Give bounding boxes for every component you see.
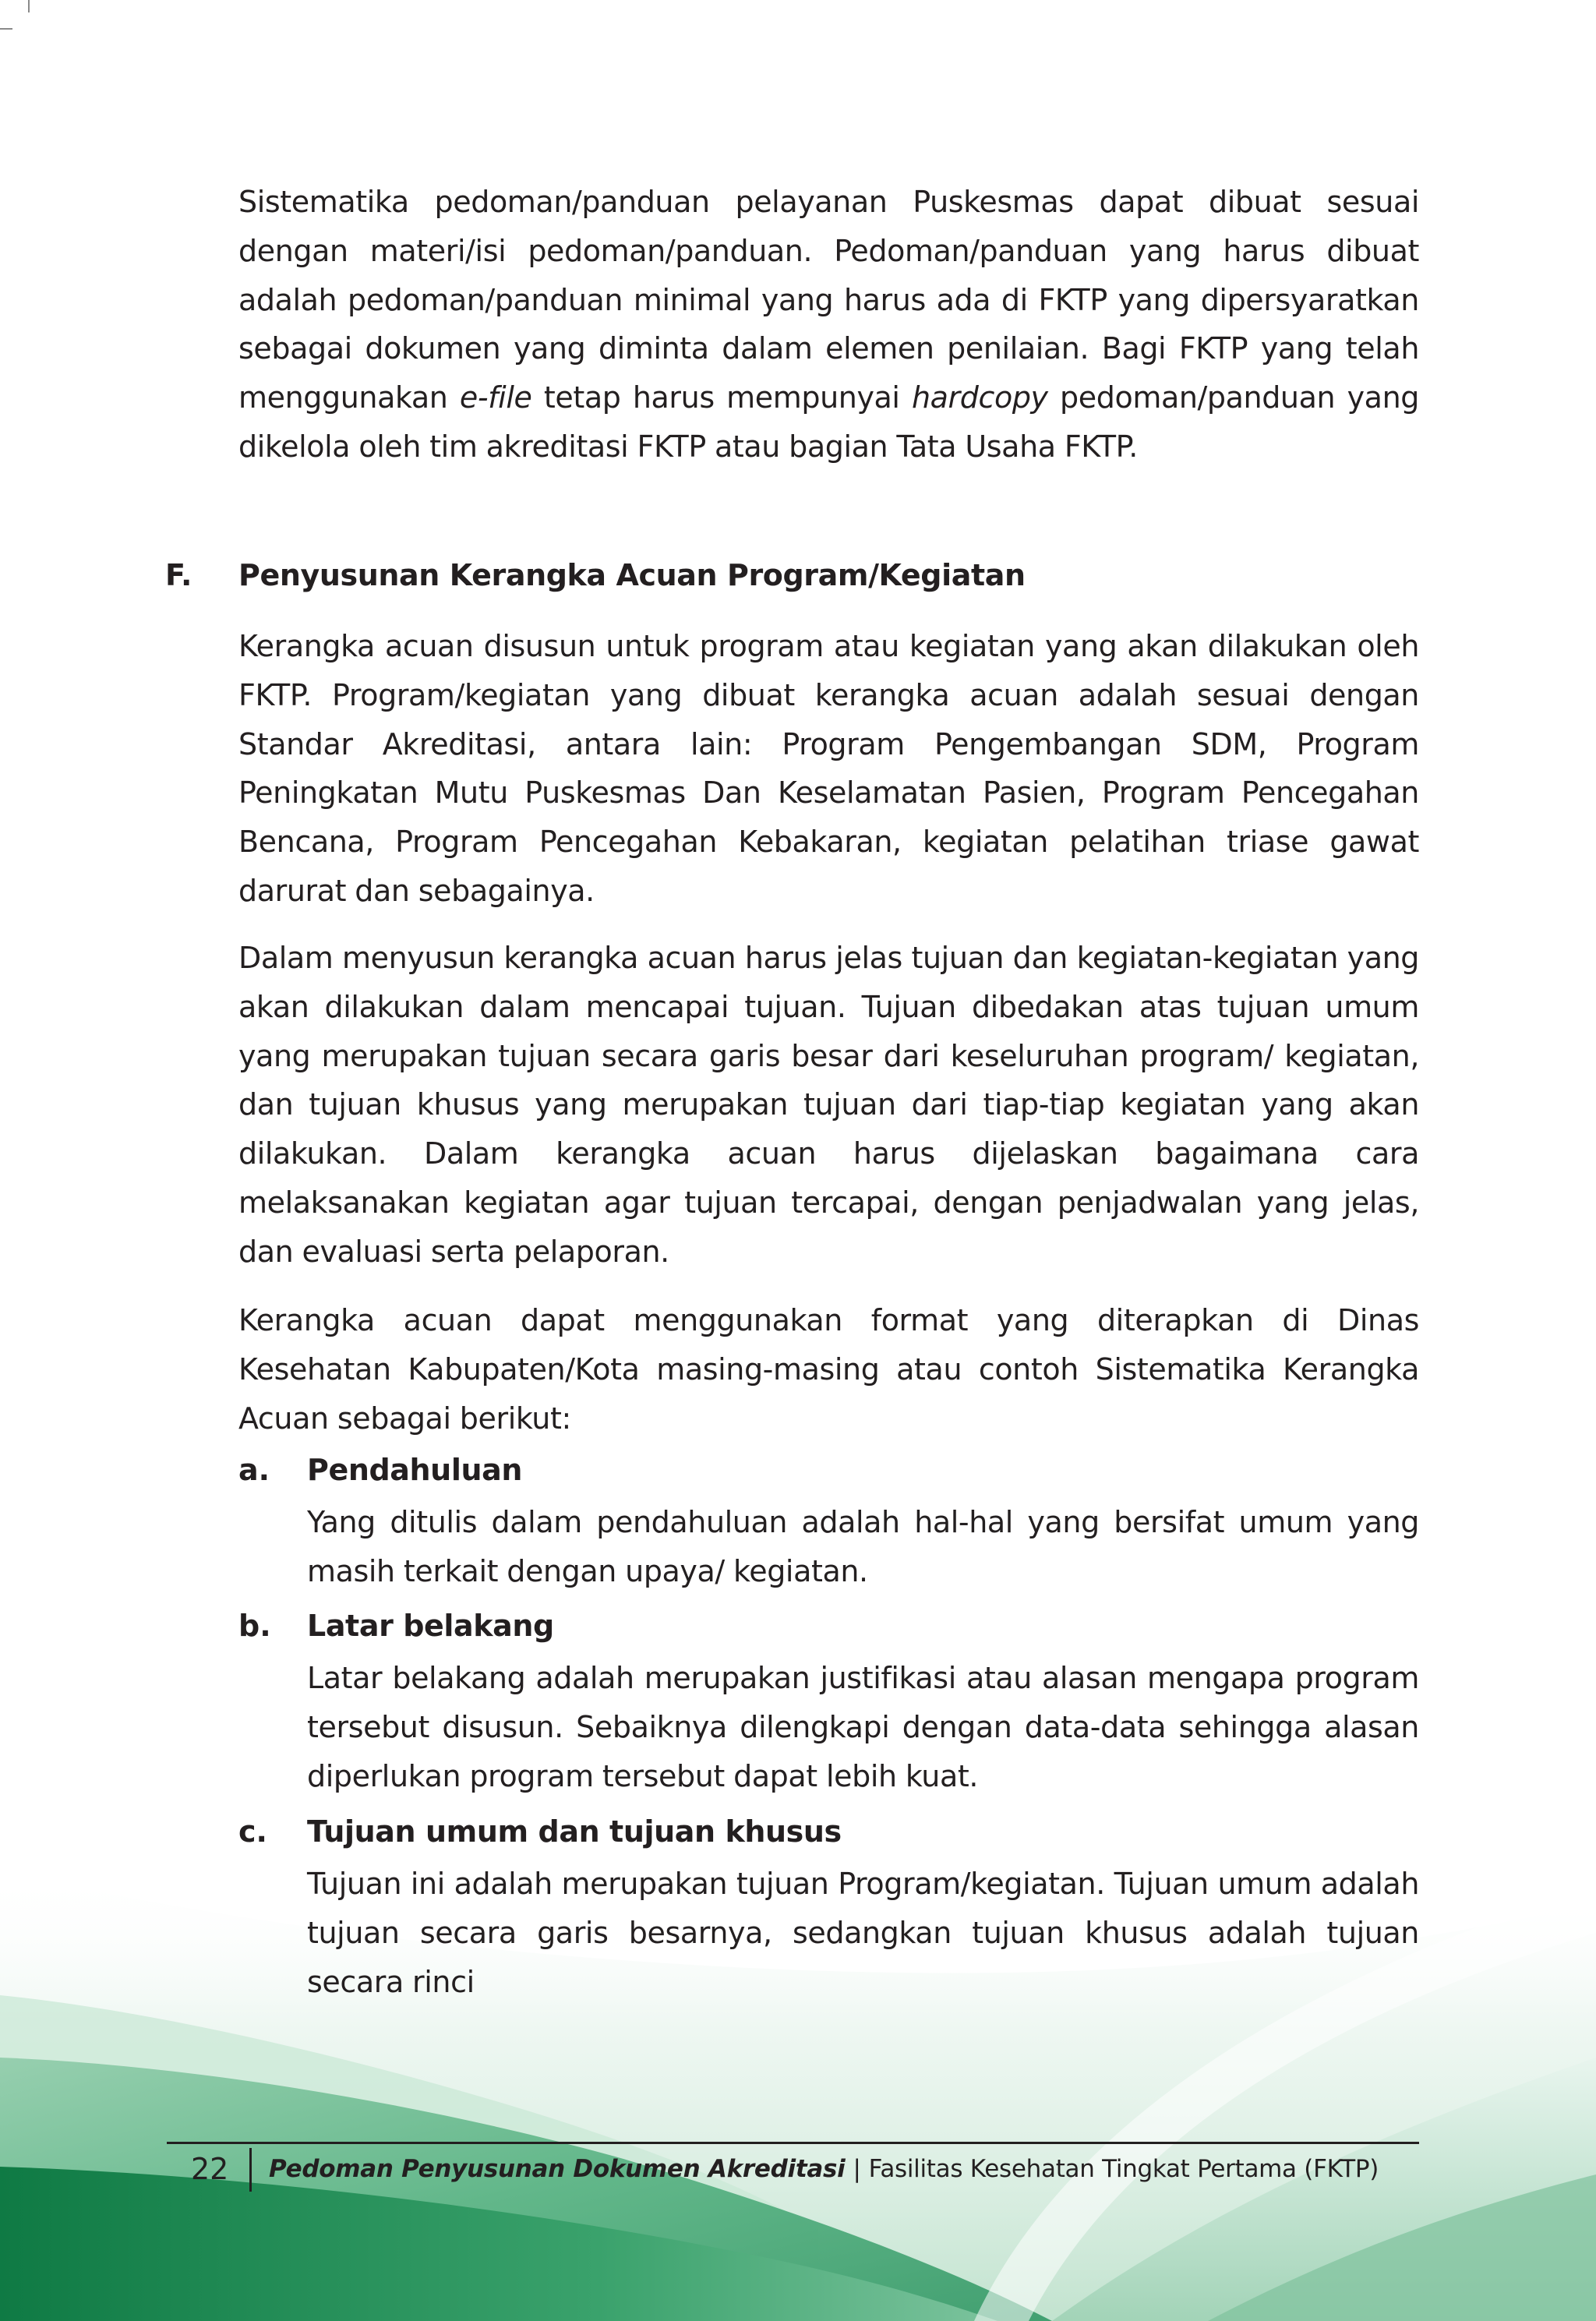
item-a-letter: a. bbox=[238, 1453, 270, 1487]
section-paragraph-2: Dalam menyusun kerangka acuan harus jelas tujuan dan kegiatan-kegiatan yang akan dilakukan dalam mencapai tujuan. Tujuan dibedakan atas tujuan umum yang merupakan tujuan secara garis besar dari keseluruhan program/ kegiatan, dan tujuan khusus yang merupakan tujuan dari tiap-tiap kegiatan yang akan dilakukan. Dalam kerangka acuan harus dijelaskan bagaimana cara melaksanakan kegiatan agar tujuan tercapai, dengan penjadwalan yang jelas, dan evaluasi serta pelaporan. bbox=[238, 941, 1419, 1269]
running-footer bbox=[269, 2155, 1379, 2183]
item-a-body: Yang ditulis dalam pendahuluan adalah hal-hal yang bersifat umum yang masih terkait dengan upaya/ kegiatan. bbox=[307, 1505, 1419, 1588]
intro-text-2: tetap harus mempunyai bbox=[531, 380, 912, 415]
footer-subtitle: Fasilitas Kesehatan Tingkat Pertama (FKTP) bbox=[868, 2155, 1379, 2183]
intro-text-3: pedoman/panduan yang dikelola oleh tim akreditasi FKTP atau bagian Tata Usaha FKTP. bbox=[238, 380, 1419, 464]
section-paragraph-3: Kerangka acuan dapat menggunakan format yang diterapkan di Dinas Kesehatan Kabupaten/Kota masing-masing atau contoh Sistematika Kerangka Acuan sebagai berikut: bbox=[238, 1303, 1419, 1436]
intro-hardcopy: hardcopy bbox=[911, 380, 1048, 415]
intro-efile: e-file bbox=[459, 380, 532, 415]
item-b-title: Latar belakang bbox=[307, 1609, 554, 1643]
item-c-letter: c. bbox=[238, 1814, 267, 1849]
item-b-body: Latar belakang adalah merupakan justifikasi atau alasan mengapa program tersebut disusun. Sebaiknya dilengkapi dengan data-data sehingga alasan diperlukan program tersebut dapat lebih kuat. bbox=[307, 1661, 1419, 1793]
intro-paragraph bbox=[238, 178, 1419, 472]
section-title: Penyusunan Kerangka Acuan Program/Kegiatan bbox=[238, 558, 1026, 592]
footer-separator: | bbox=[853, 2155, 861, 2183]
item-c-body: Tujuan ini adalah merupakan tujuan Program/kegiatan. Tujuan umum adalah tujuan secara garis besarnya, sedangkan tujuan khusus adalah tujuan secara rinci bbox=[307, 1867, 1419, 1999]
section-letter: F. bbox=[165, 558, 192, 592]
footer-book-title: Pedoman Penyusunan Dokumen Akreditasi bbox=[269, 2155, 846, 2183]
item-b-letter: b. bbox=[238, 1609, 271, 1643]
section-paragraph-1: Kerangka acuan disusun untuk program atau kegiatan yang akan dilakukan oleh FKTP. Program/kegiatan yang dibuat kerangka acuan adalah sesuai dengan Standar Akreditasi, antara lain: Program Pengembangan SDM, Program Peningkatan Mutu Puskesmas Dan Keselamatan Pasien, Program Pencegahan Bencana, Program Pencegahan Kebakaran, kegiatan pelatihan triase gawat darurat dan sebagainya. bbox=[238, 629, 1419, 908]
intro-text-1: Sistematika pedoman/panduan pelayanan Puskesmas dapat dibuat sesuai dengan materi/isi pedoman/panduan. Pedoman/panduan yang harus dibuat adalah pedoman/panduan minimal yang harus ada di FKTP yang dipersyaratkan sebagai dokumen yang diminta dalam elemen penilaian. Bagi FKTP yang telah menggunakan bbox=[238, 185, 1419, 415]
item-a-title: Pendahuluan bbox=[307, 1453, 522, 1487]
footer-divider bbox=[249, 2148, 252, 2192]
page-number: 22 bbox=[191, 2152, 229, 2186]
footer-rule bbox=[167, 2142, 1419, 2144]
item-c-title: Tujuan umum dan tujuan khusus bbox=[307, 1814, 842, 1849]
